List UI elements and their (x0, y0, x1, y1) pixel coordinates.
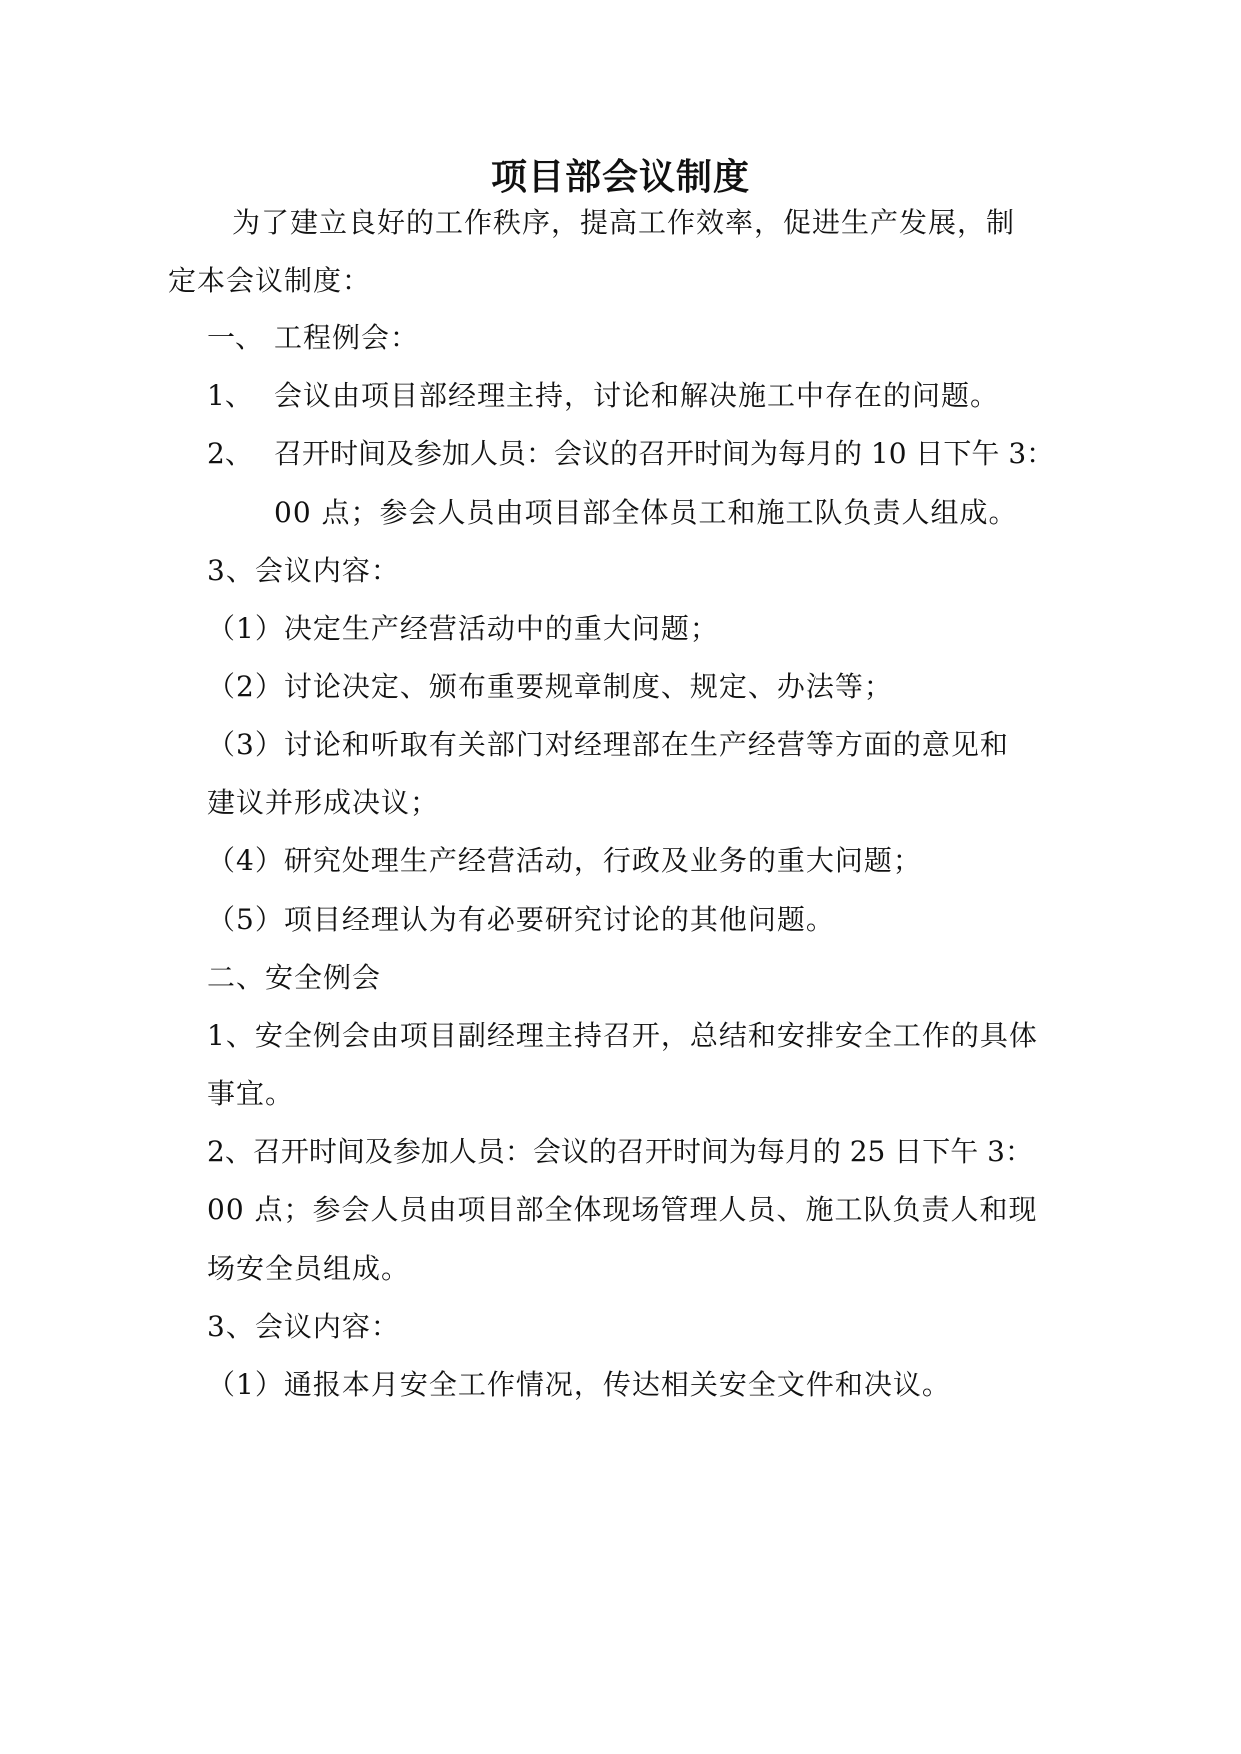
section-1-item-1-text: 会议由项目部经理主持，讨论和解决施工中存在的问题。 (274, 379, 1000, 412)
section-1-content-3-line-1: （3）讨论和听取有关部门对经理部在生产经营等方面的意见和 (207, 728, 1009, 761)
intro-paragraph-line-2: 定本会议制度： (168, 264, 372, 297)
section-1-content-5: （5）项目经理认为有必要研究讨论的其他问题。 (207, 903, 835, 936)
section-2-item-2-line-3: 场安全员组成。 (207, 1252, 411, 1285)
section-2-item-1-line-2: 事宜。 (207, 1077, 295, 1110)
section-2-content-1: （1）通报本月安全工作情况，传达相关安全文件和决议。 (207, 1368, 951, 1401)
section-2-item-3: 3、会议内容： (207, 1310, 400, 1343)
section-2-item-1-line-1: 1、安全例会由项目副经理主持召开，总结和安排安全工作的具体 (207, 1019, 1038, 1052)
section-1-item-1-number: 1、 (207, 379, 253, 412)
section-1-content-3-line-2: 建议并形成决议； (207, 786, 440, 819)
section-1-item-3: 3、会议内容： (207, 554, 400, 587)
document-title: 项目部会议制度 (490, 157, 750, 198)
section-1-item-2-text-line-1: 召开时间及参加人员：会议的召开时间为每月的 10 日下午 3： (274, 437, 1055, 470)
section-1-content-2: （2）讨论决定、颁布重要规章制度、规定、办法等； (207, 670, 893, 703)
section-2-item-2-line-1: 2、召开时间及参加人员：会议的召开时间为每月的 25 日下午 3： (207, 1135, 1033, 1168)
section-1-item-2-text-line-2: 00 点；参会人员由项目部全体员工和施工队负责人组成。 (274, 496, 1018, 529)
section-2-heading: 二、安全例会 (207, 961, 382, 994)
section-1-number: 一、 (207, 321, 264, 354)
intro-paragraph-line-1: 为了建立良好的工作秩序，提高工作效率，促进生产发展，制 (232, 206, 1016, 239)
section-2-item-2-line-2: 00 点；参会人员由项目部全体现场管理人员、施工队负责人和现 (207, 1193, 1038, 1226)
section-1-heading: 工程例会： (274, 321, 420, 354)
section-1-item-2-number: 2、 (207, 437, 253, 470)
section-1-content-4: （4）研究处理生产经营活动，行政及业务的重大问题； (207, 844, 922, 877)
section-1-content-1: （1）决定生产经营活动中的重大问题； (207, 612, 719, 645)
